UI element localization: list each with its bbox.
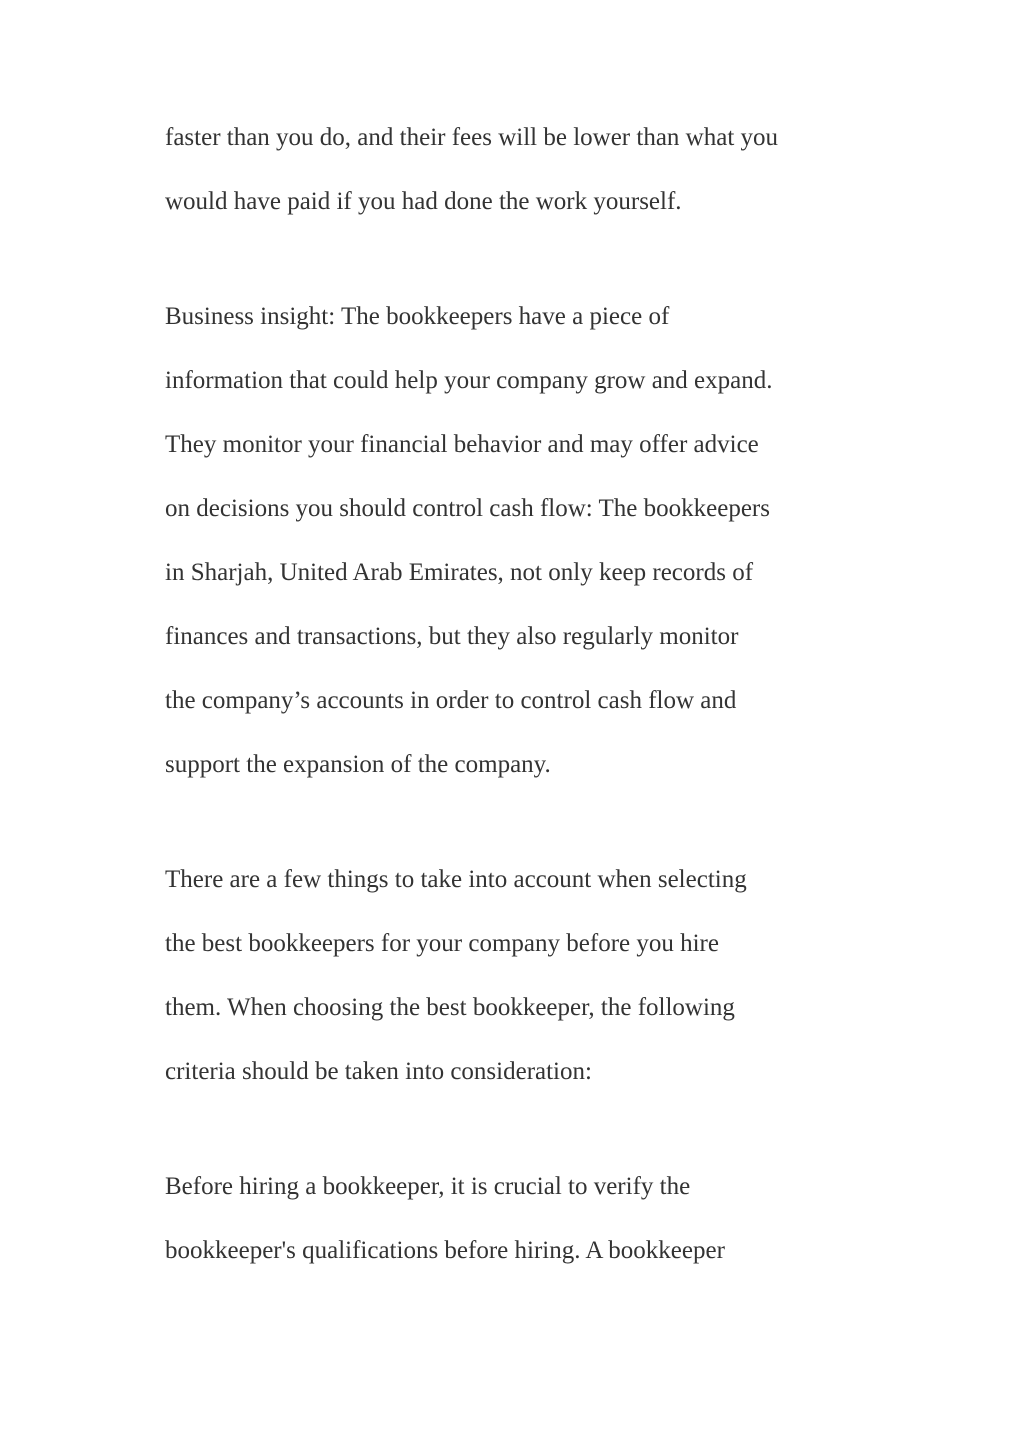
paragraph-line: on decisions you should control cash flow: The bookkeepers [165,495,770,522]
paragraph-line: the best bookkeepers for your company before you hire [165,930,719,957]
paragraph-line: would have paid if you had done the work yourself. [165,188,682,215]
paragraph-line: Business insight: The bookkeepers have a piece of [165,303,670,330]
paragraph-line: finances and transactions, but they also regularly monitor [165,623,739,650]
paragraph-line: bookkeeper's qualifications before hiring. A bookkeeper [165,1237,725,1264]
paragraph-line: support the expansion of the company. [165,751,551,778]
paragraph-line: them. When choosing the best bookkeeper, the following [165,994,735,1021]
paragraph-fees [165,106,885,234]
paragraph-line: information that could help your company grow and expand. [165,367,773,394]
paragraph-line: criteria should be taken into consideration: [165,1058,592,1085]
paragraph-selection-criteria [165,848,885,1104]
paragraph-qualifications [165,1155,885,1283]
paragraph-line: in Sharjah, United Arab Emirates, not only keep records of [165,559,754,586]
paragraph-line: There are a few things to take into account when selecting [165,866,747,893]
paragraph-line: Before hiring a bookkeeper, it is crucial to verify the [165,1173,691,1200]
paragraph-line: the company’s accounts in order to control cash flow and [165,687,737,714]
paragraph-line: They monitor your financial behavior and may offer advice [165,431,759,458]
paragraph-business-insight [165,285,885,797]
paragraph-line: faster than you do, and their fees will be lower than what you [165,124,779,151]
